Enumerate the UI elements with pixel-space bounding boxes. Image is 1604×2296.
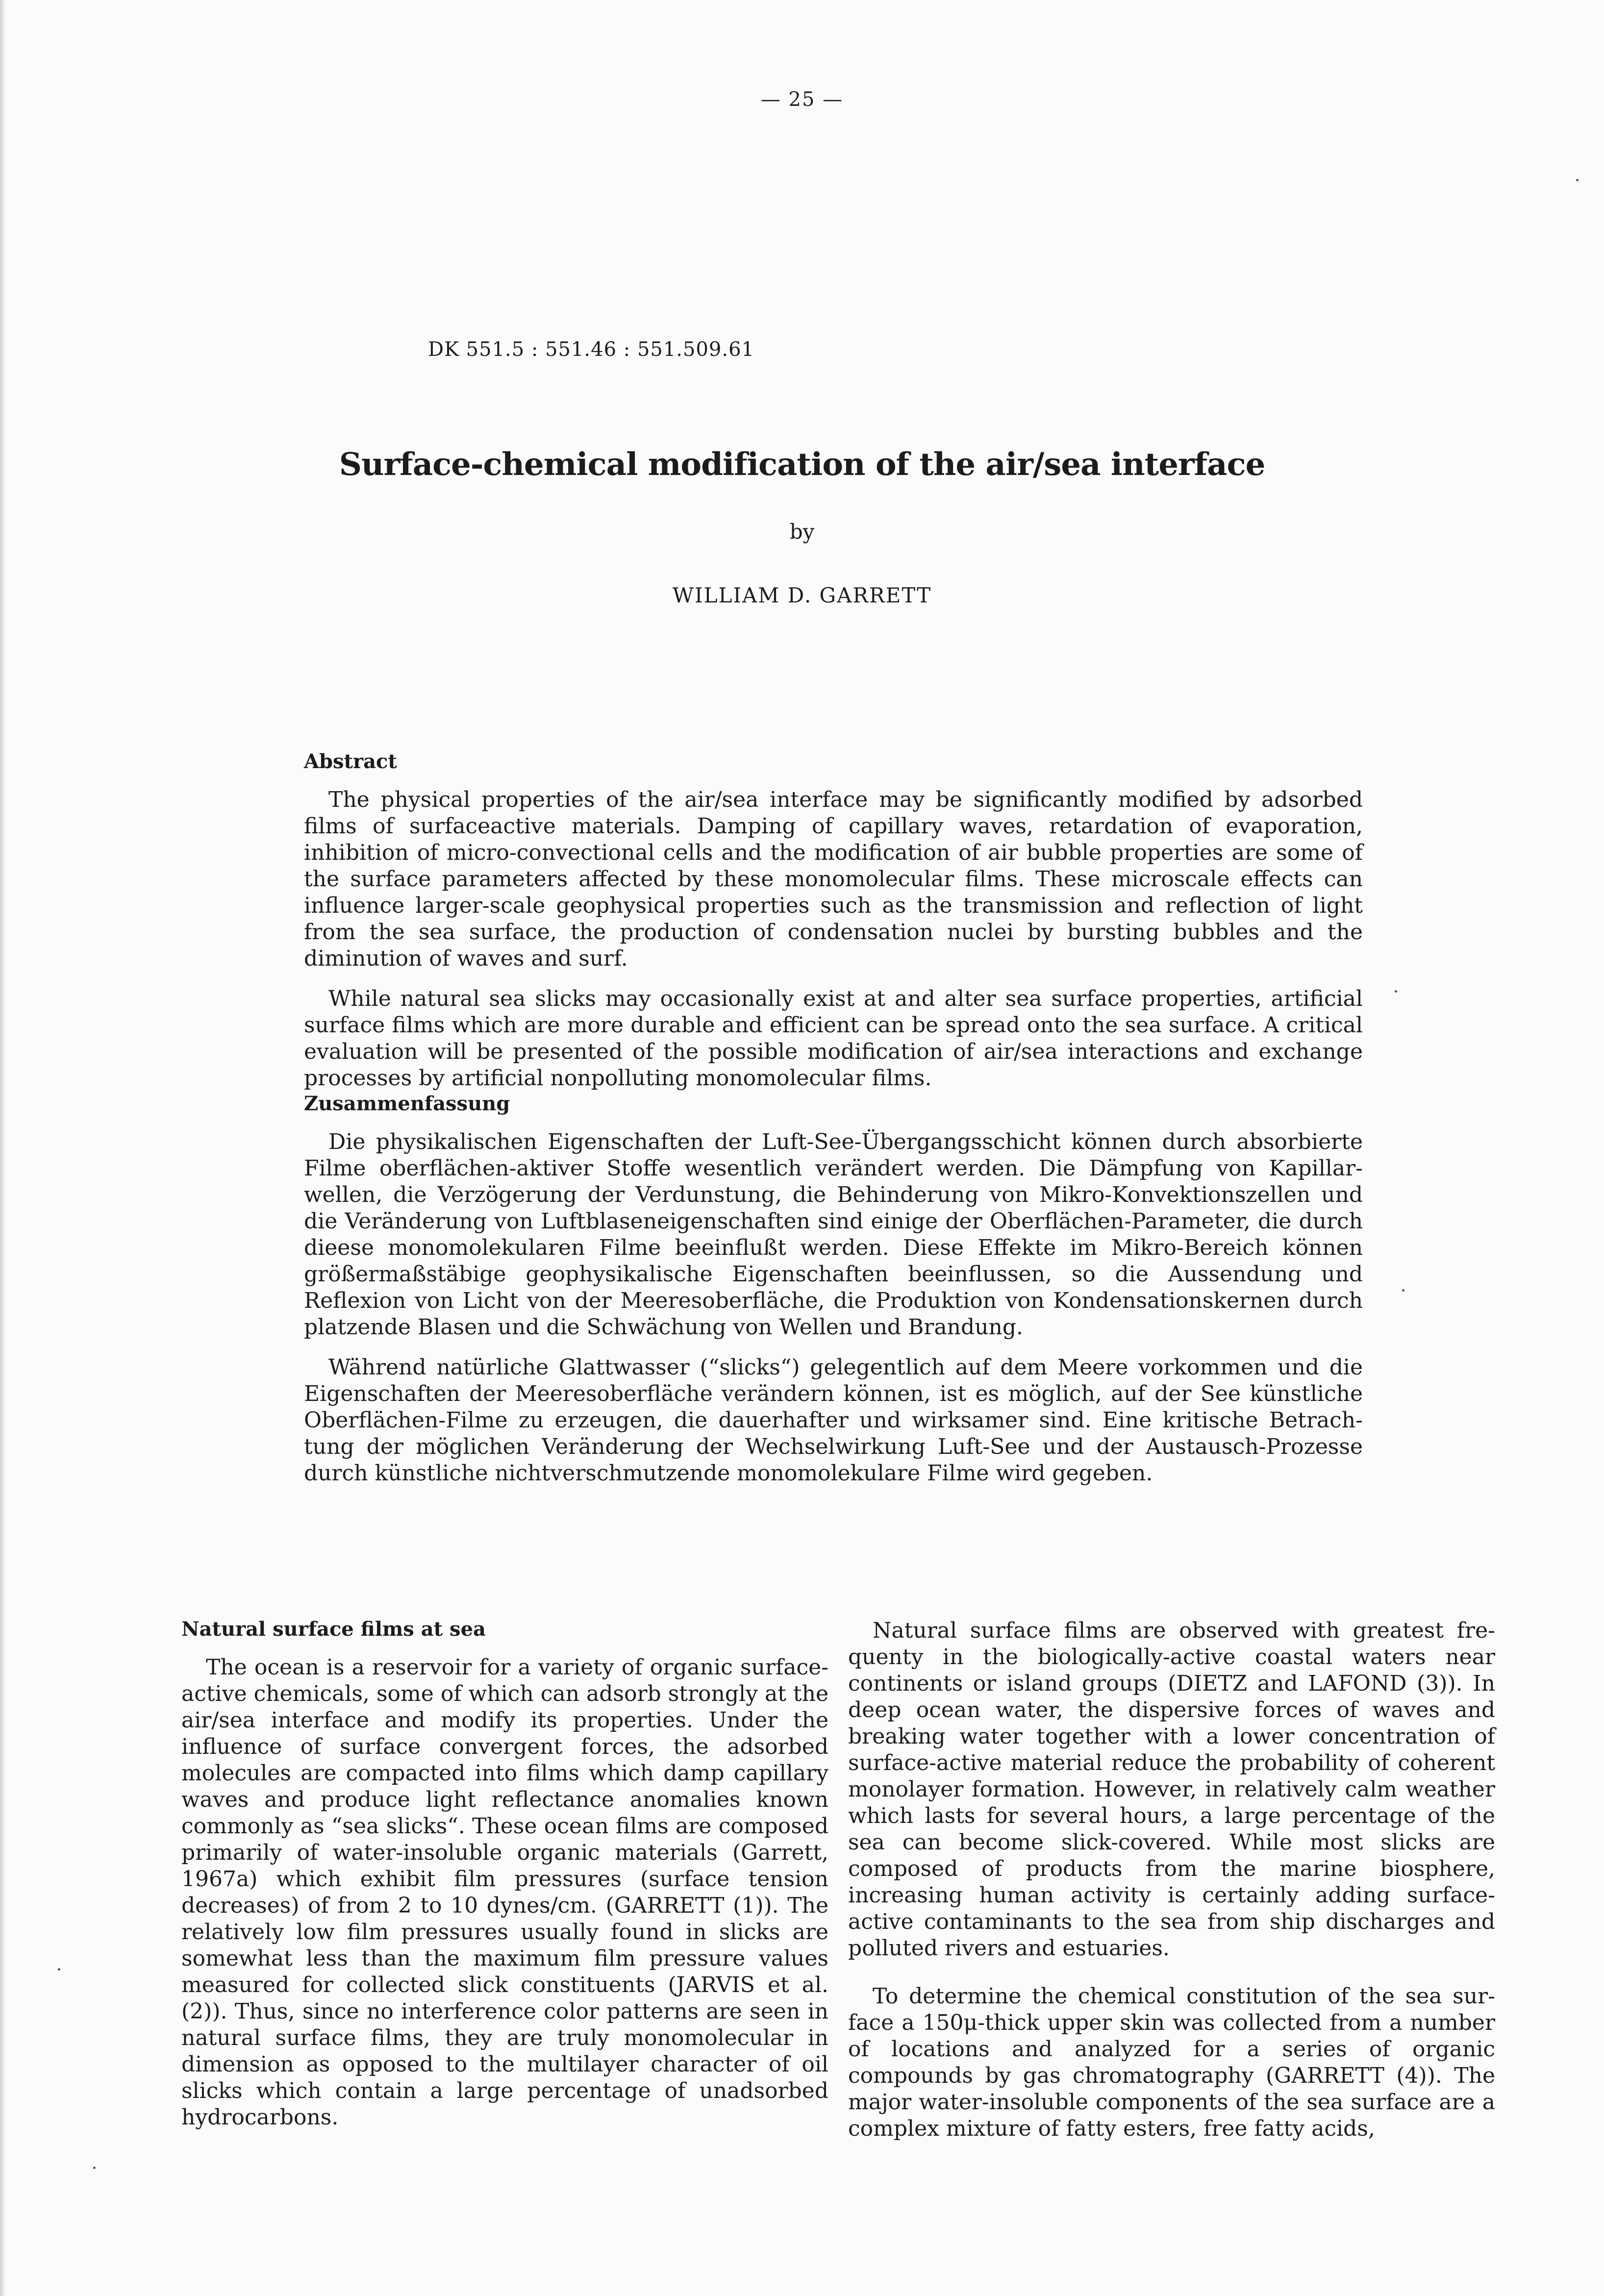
abstract-section <box>304 750 1363 1105</box>
page-edge <box>0 0 5 2296</box>
scan-speck <box>1402 1289 1404 1292</box>
left-column <box>181 1618 828 2152</box>
zusammenfassung-paragraph-1: Die physikalischen Eigenschaften der Luft-See-Übergangsschicht können durch absorbierte Filme oberflächen-aktiver Stoffe wesentlich verändert werden. Die Dämpfung von Kapillarwellen, die Verzögerung der Verdunstung, die Behinderung von Mikro-Konvektionszellen und die Veränderung von Luftblaseneigenschaften sind einige der Oberflächen-Parameter, die durch dieese monomolekularen Filme beeinflußt werden. Diese Effekte im Mikro-Bereich können größermaßstäbige geophysikalische Eigenschaften beeinflussen, so die Aussendung und Reflexion von Licht von der Meeresoberfläche, die Produktion von Kondensationskernen durch platzende Blasen und die Schwächung von Wellen und Brandung. <box>304 1129 1363 1340</box>
paper-title: Surface-chemical modification of the air/sea interface <box>339 446 1265 483</box>
right-column-paragraph-2: To determine the chemical constitution of the sea surface a 150μ-thick upper skin was collected from a number of locations and analyzed for a series of organic compounds by gas chromatography (GARRETT (4)). The major water-insoluble components of the sea surface are a complex mixture of fatty esters, free fatty acids, <box>848 1984 1495 2141</box>
left-column-paragraph-1: The ocean is a reservoir for a variety of organic surface-active chemicals, some of which can adsorb strongly at the air/sea interface and modify its properties. Under the influence of surface convergent forces, the adsorbed molecules are compacted into films which damp capillary waves and produce light reflectance anomalies known commonly as “sea slicks“. These ocean films are composed primarily of water-insoluble organic materials (Garrett, 1967a) which exhibit film pressures (surface tension decreases) of from 2 to 10 dynes/cm. (GARRETT (1)). The relatively low film pressures usually found in slicks are somewhat less than the maximum film pressure values measured for collected slick constituents (JARVIS et al. (2)). Thus, since no interference color patterns are seen in natural surface films, they are truly monomolecular in dimension as opposed to the multilayer character of oil slicks which contain a large percentage of unadsorbed hydrocarbons. <box>181 1655 828 2130</box>
scan-speck <box>1395 990 1397 993</box>
page-number: — 25 — <box>760 88 844 111</box>
right-column-paragraph-1: Natural surface films are observed with greatest frequenty in the biologically-active coastal waters near continents or island groups (DIETZ and LAFOND (3)). In deep ocean water, the dispersive forces of waves and breaking water together with a lower concentration of surface-active material reduce the probability of coherent monolayer formation. However, in relatively calm weather which lasts for several hours, a large percentage of the sea can become slick-covered. While most slicks are composed of products from the marine biosphere, increasing human activity is certainly adding surface-active contaminants to the sea from ship discharges and polluted rivers and estuaries. <box>848 1618 1495 1961</box>
scan-speck <box>1576 179 1579 181</box>
byline: by <box>789 520 815 544</box>
udc-classification: DK 551.5 : 551.46 : 551.509.61 <box>428 338 754 361</box>
abstract-paragraph-2: While natural sea slicks may occasionally exist at and alter sea surface properties, artificial surface films which are more durable and efficient can be spread onto the sea surface. A critical evaluation will be presented of the possible modification of air/sea interactions and exchange processes by artificial nonpolluting monomolecular films. <box>304 986 1363 1091</box>
zusammenfassung-heading: Zusammenfassung <box>304 1092 510 1115</box>
scan-speck <box>58 1968 60 1971</box>
author-name: WILLIAM D. GARRETT <box>672 583 932 607</box>
zusammenfassung-paragraph-2: Während natürliche Glattwasser (“slicks“) gelegentlich auf dem Meere vorkommen und die Eigenschaften der Meeresoberfläche verändern können, ist es möglich, auf der See künstliche Oberflächen-Filme zu erzeugen, die dauerhafter und wirksamer sind. Eine kritische Betrachtung der möglichen Veränderung der Wechselwirkung Luft-See und der Austausch-Prozesse durch künstliche nichtverschmutzende monomolekulare Filme wird gegeben. <box>304 1355 1363 1486</box>
abstract-heading: Abstract <box>304 750 397 773</box>
section-heading-natural-films: Natural surface films at sea <box>181 1618 486 1641</box>
zusammenfassung-section <box>304 1092 1363 1500</box>
scan-speck <box>93 2167 96 2169</box>
abstract-paragraph-1: The physical properties of the air/sea interface may be significantly modified by adsorbed films of surfaceactive materials. Damping of capillary waves, retardation of evaporation, inhibition of micro-convectional cells and the modification of air bubble properties are some of the surface parameters affected by these monomolecular films. These microscale effects can influence larger-scale geophysical properties such as the transmission and reflection of light from the sea surface, the production of condensation nuclei by bursting bubbles and the diminution of waves and surf. <box>304 787 1363 971</box>
right-column <box>848 1618 1495 2164</box>
